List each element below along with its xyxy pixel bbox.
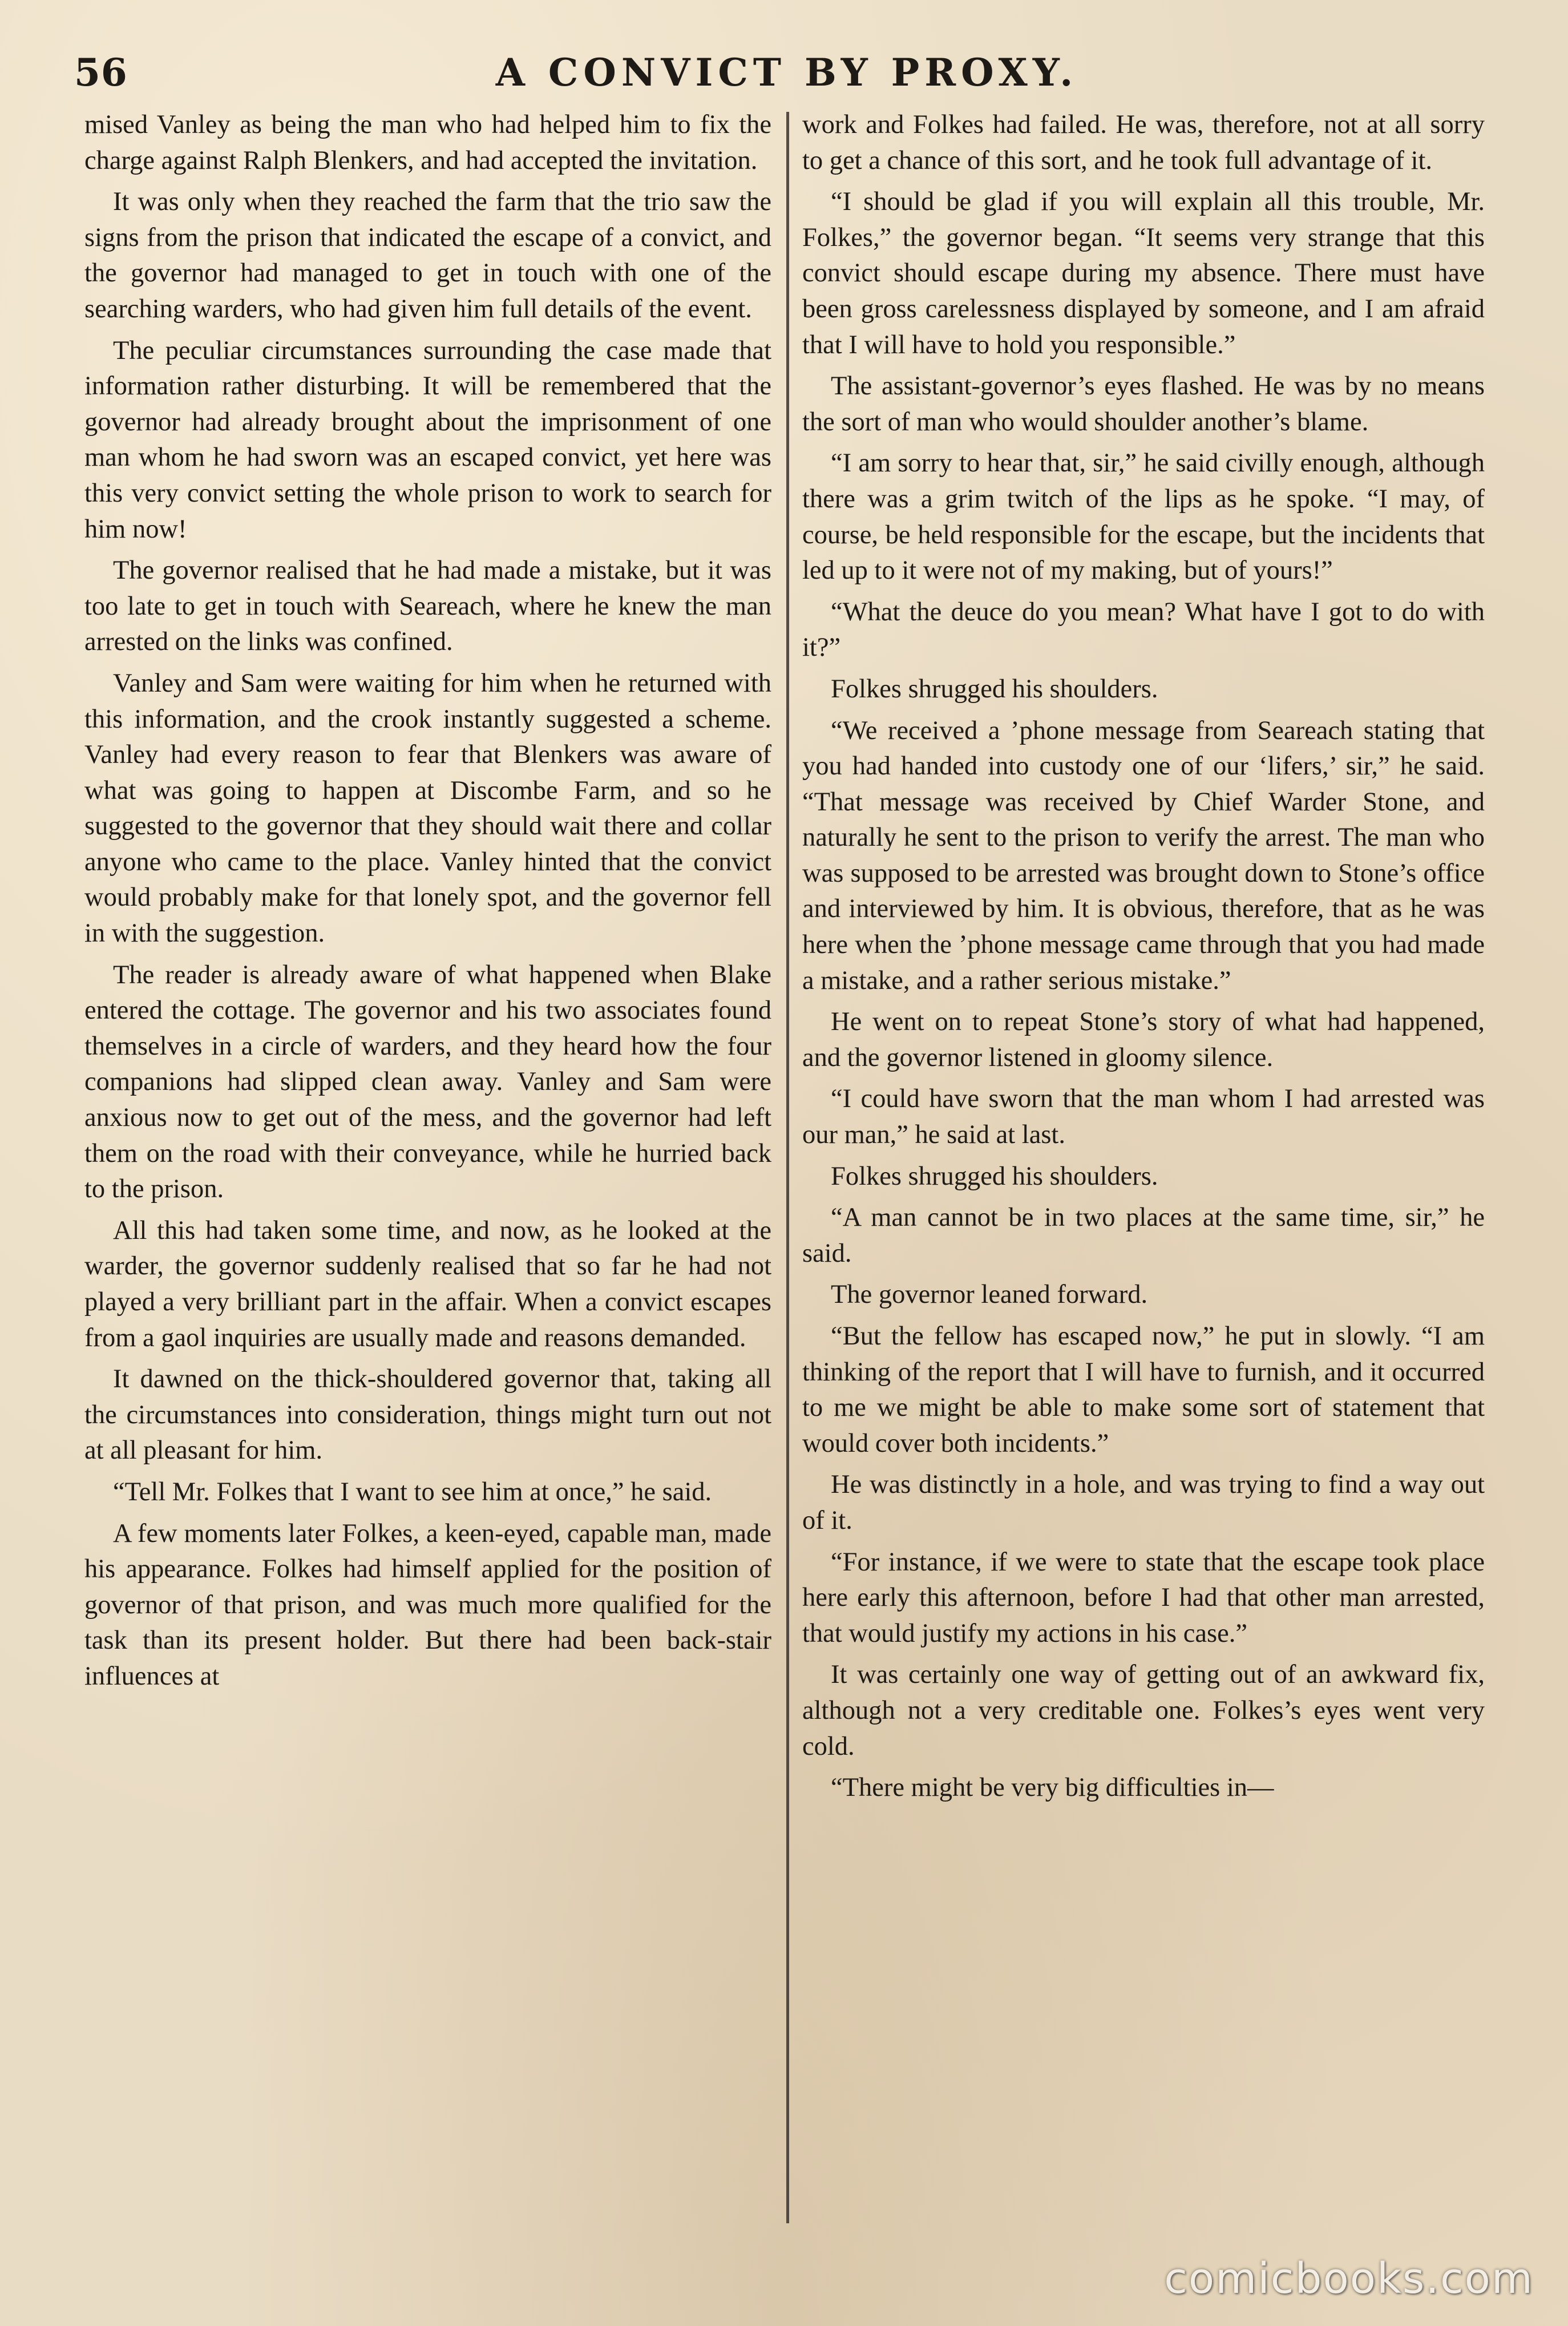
paragraph: A few moments later Folkes, a keen-eyed, capable man, made his appearance. Folkes had himself applied for the position of governor of that prison, and was much more qualified for the task than its present holder. But there had been back-stair influences at [84,1519,771,1691]
paragraph: “I should be glad if you will explain all this trouble, Mr. Folkes,” the governor began. “It seems very strange that this convict should escape during my absence. There must have been gross carelessness displayed by someone, and I am afraid that I will have to hold you responsible.” [802,187,1485,360]
column-divider [786,112,789,2223]
paragraph: Folkes shrugged his shoulders. [831,674,1158,704]
paragraph: Vanley and Sam were waiting for him when he returned with this information, and the crook instantly suggested a scheme. Vanley had every reason to fear that Blenkers was aware of what was going to happen at Discombe Farm, and so he suggested to the governor that they should wait there and collar anyone who came to the place. Vanley hinted that the convict would probably make for that lonely spot, and the governor fell in with the suggestion. [84,668,771,948]
running-head [68,47,1505,110]
paragraph: “I am sorry to hear that, sir,” he said civilly enough, although there was a grim twitch of the lips as he spoke. “I may, of course, be held responsible for the escape, but the incidents that led up to it were not of my making, but of yours!” [802,449,1485,585]
paragraph: “We received a ’phone message from Seareach stating that you had handed into custody one of our ‘lifers,’ sir,” he said. “That message was received by Chief Warder Stone, and naturally he sent to the prison to verify the arrest. The man who was supposed to be arrested was brought down to Stone’s office and interviewed by him. It is obvious, therefore, that as he was here when the ’phone message came through that you had made a mistake, and a rather serious mistake.” [802,716,1485,995]
right-text-column [802,107,1485,2242]
paragraph: mised Vanley as being the man who had helped him to fix the charge against Ralph Blenkers, and had accepted the invitation. [84,110,771,175]
paragraph: He was distinctly in a hole, and was trying to find a way out of it. [802,1470,1485,1535]
paragraph: The peculiar circumstances surrounding the case made that information rather disturbing. It will be remembered that the governor had already brought about the imprisonment of one man whom he had sworn was an escaped convict, yet here was this very convict setting the whole prison to work to search for him now! [84,336,771,544]
page-number: 56 [74,50,128,95]
watermark: comicbooks.com [1164,2254,1534,2303]
paragraph: “What the deuce do you mean? What have I got to do with it?” [802,597,1485,663]
paragraph: All this had taken some time, and now, as he looked at the warder, the governor suddenly realised that so far he had not played a very brilliant part in the affair. When a convict escapes from a gaol inquiries are usually made and reasons demanded. [84,1216,771,1352]
paragraph: “But the fellow has escaped now,” he put in slowly. “I am thinking of the report that I will have to furnish, and it occurred to me we might be able to make some sort of statement that would cover both incidents.” [802,1322,1485,1458]
paragraph: He went on to repeat Stone’s story of what had happened, and the governor listened in gloomy silence. [802,1007,1485,1072]
paragraph: The governor leaned forward. [831,1280,1148,1310]
paragraph: “Tell Mr. Folkes that I want to see him at once,” he said. [113,1477,712,1507]
paragraph: Folkes shrugged his shoulders. [831,1161,1158,1191]
paragraph: The reader is already aware of what happened when Blake entered the cottage. The governor and his two associates found themselves in a circle of warders, and they heard how the four companions had slipped clean away. Vanley and Sam were anxious now to get out of the mess, and the governor had left them on the road with their conveyance, while he hurried back to the prison. [84,960,771,1204]
paragraph: It dawned on the thick-shouldered governor that, taking all the circumstances into consideration, things might turn out not at all pleasant for him. [84,1364,771,1465]
paragraph: “A man cannot be in two places at the same time, sir,” he said. [802,1203,1485,1268]
paragraph: “I could have sworn that the man whom I had arrested was our man,” he said at last. [802,1084,1485,1150]
paragraph: “There might be very big difficulties in— [831,1773,1274,1803]
paragraph: “For instance, if we were to state that the escape took place here early this afternoon, before I had that other man arrested, that would justify my actions in his case.” [802,1547,1485,1648]
paragraph: work and Folkes had failed. He was, therefore, not at all sorry to get a chance of this sort, and he took full advantage of it. [802,110,1485,175]
paragraph: It was only when they reached the farm that the trio saw the signs from the prison that indicated the escape of a convict, and the governor had managed to get in touch with one of the searching warders, who had given him full details of the event. [84,187,771,324]
left-text-column [84,107,771,2242]
paragraph: The governor realised that he had made a mistake, but it was too late to get in touch with Seareach, where he knew the man arrested on the links was confined. [84,556,771,657]
page-title: A CONVICT BY PROXY. [495,50,1078,95]
paragraph: It was certainly one way of getting out of an awkward fix, although not a very creditable one. Folkes’s eyes went very cold. [802,1660,1485,1761]
paragraph: The assistant-governor’s eyes flashed. He was by no means the sort of man who would shoulder another’s blame. [802,371,1485,437]
